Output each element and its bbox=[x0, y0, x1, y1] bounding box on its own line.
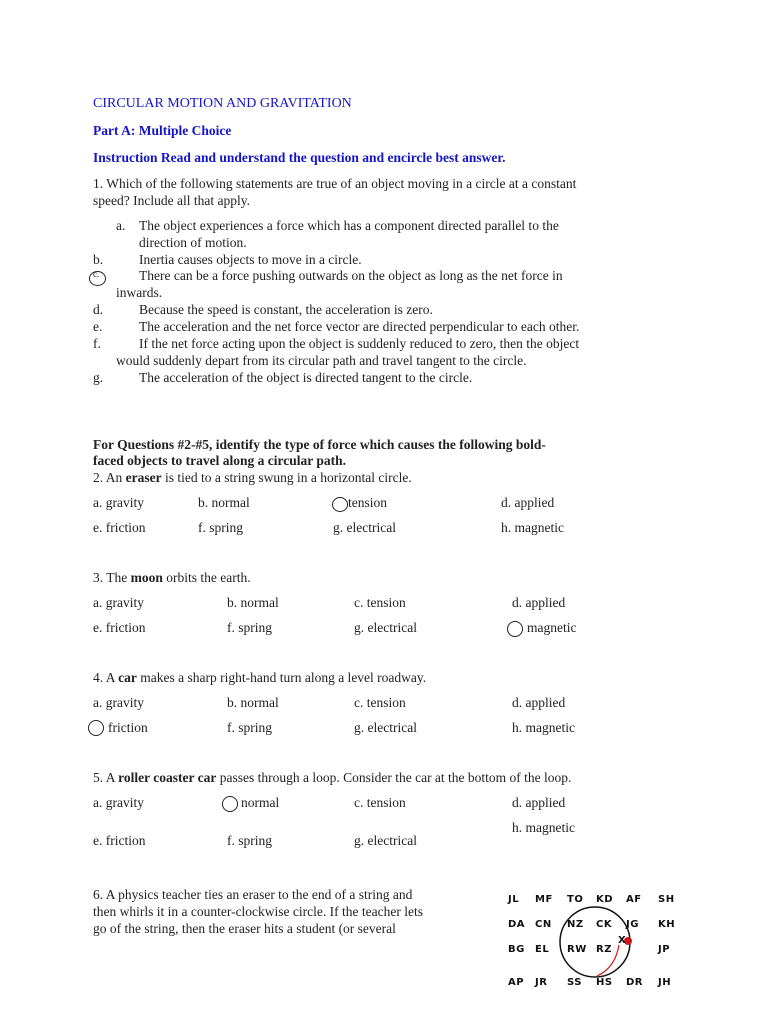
seat-label: AF bbox=[626, 894, 642, 905]
q3-choice-a: a. gravity bbox=[93, 595, 144, 610]
q3-stem: 3. The moon orbits the earth. bbox=[93, 570, 251, 585]
seat-label: BG bbox=[508, 944, 525, 955]
q5-choice-a: a. gravity bbox=[93, 795, 144, 810]
q1-option-a-line1: The object experiences a force which has a component directed parallel to the bbox=[139, 218, 559, 233]
seat-label: RW bbox=[567, 944, 587, 955]
q1-option-a-line2: direction of motion. bbox=[139, 235, 247, 250]
q1-stem-line1: 1. Which of the following statements are true of an object moving in a circle at a constant bbox=[93, 176, 577, 191]
q2-choice-h: h. magnetic bbox=[501, 520, 564, 535]
q1-option-g: The acceleration of the object is directed tangent to the circle. bbox=[139, 370, 473, 385]
q1-option-b: Inertia causes objects to move in a circle. bbox=[139, 252, 362, 267]
q3-choice-d: d. applied bbox=[512, 595, 566, 610]
answer-circle-mark bbox=[507, 621, 523, 637]
q4-choice-a: a. gravity bbox=[93, 695, 144, 710]
group-intro-line1: For Questions #2-#5, identify the type of force which causes the following bold- bbox=[93, 437, 546, 452]
answer-circle-mark bbox=[332, 497, 348, 512]
seat-label: NZ bbox=[567, 919, 584, 930]
q3-choice-h: magnetic bbox=[527, 620, 577, 635]
seat-label: JG bbox=[626, 919, 639, 930]
seat-label: CN bbox=[535, 919, 552, 930]
seat-label: JH bbox=[658, 977, 672, 988]
q1-option-b-letter: b. bbox=[93, 252, 104, 267]
seat-label: CK bbox=[596, 919, 613, 930]
q5-choice-c: c. tension bbox=[354, 795, 406, 810]
q2-choice-c: tension bbox=[348, 495, 387, 510]
q1-option-g-letter: g. bbox=[93, 370, 104, 385]
seat-label: EL bbox=[535, 944, 550, 955]
q3-choice-g: g. electrical bbox=[354, 620, 417, 635]
seat-label: RZ bbox=[596, 944, 612, 955]
seat-label: DR bbox=[626, 977, 644, 988]
q1-option-a-letter: a. bbox=[116, 218, 126, 233]
seat-label: MF bbox=[535, 894, 553, 905]
q1-option-f-line1: If the net force acting upon the object is suddenly reduced to zero, then the object bbox=[139, 336, 580, 351]
seat-label: JR bbox=[535, 977, 548, 988]
q4-choice-f: f. spring bbox=[227, 720, 272, 735]
q1-option-e-letter: e. bbox=[93, 319, 103, 334]
part-a-heading: Part A: Multiple Choice bbox=[93, 123, 232, 138]
seat-label: HS bbox=[596, 977, 613, 988]
seat-label: SH bbox=[658, 894, 675, 905]
q3-choice-e: e. friction bbox=[93, 620, 146, 635]
q5-choice-d: d. applied bbox=[512, 795, 566, 810]
q1-option-c-letter: c. bbox=[93, 269, 100, 279]
q4-choice-c: c. tension bbox=[354, 695, 406, 710]
answer-circle-mark bbox=[222, 796, 238, 812]
q1-stem-line2: speed? Include all that apply. bbox=[93, 193, 250, 208]
q4-choice-d: d. applied bbox=[512, 695, 566, 710]
q2-choice-f: f. spring bbox=[198, 520, 243, 535]
q4-choice-g: g. electrical bbox=[354, 720, 417, 735]
q2-choice-e: e. friction bbox=[93, 520, 146, 535]
q6-stem-line2: then whirls it in a counter-clockwise circle. If the teacher lets bbox=[93, 904, 423, 919]
seat-label: AP bbox=[508, 977, 525, 988]
answer-circle-mark bbox=[89, 271, 106, 286]
q6-stem-line1: 6. A physics teacher ties an eraser to the end of a string and bbox=[93, 887, 413, 902]
q4-choice-h: h. magnetic bbox=[512, 720, 575, 735]
release-marker: X bbox=[618, 935, 627, 946]
seat-label: DA bbox=[508, 919, 526, 930]
q4-stem: 4. A car makes a sharp right-hand turn along a level roadway. bbox=[93, 670, 427, 685]
q3-choice-b: b. normal bbox=[227, 595, 279, 610]
q5-choice-h: h. magnetic bbox=[512, 820, 575, 835]
q5-choice-e: e. friction bbox=[93, 833, 146, 848]
seat-label: JL bbox=[508, 894, 520, 905]
q4-choice-b: b. normal bbox=[227, 695, 279, 710]
seat-label: SS bbox=[567, 977, 582, 988]
q1-option-f-letter: f. bbox=[93, 336, 101, 351]
answer-circle-mark bbox=[88, 720, 104, 736]
q2-stem: 2. An eraser is tied to a string swung in a horizontal circle. bbox=[93, 470, 412, 485]
seat-label: KD bbox=[596, 894, 614, 905]
q1-option-d-letter: d. bbox=[93, 302, 104, 317]
q2-choice-a: a. gravity bbox=[93, 495, 144, 510]
q5-stem: 5. A roller coaster car passes through a loop. Consider the car at the bottom of the loop. bbox=[93, 770, 572, 785]
q2-choice-g: g. electrical bbox=[333, 520, 396, 535]
seat-label: JP bbox=[658, 944, 671, 955]
q2-choice-b: b. normal bbox=[198, 495, 250, 510]
document-title: CIRCULAR MOTION AND GRAVITATION bbox=[93, 96, 352, 111]
q6-stem-line3: go of the string, then the eraser hits a student (or several bbox=[93, 921, 396, 936]
group-intro-line2: faced objects to travel along a circular path. bbox=[93, 453, 346, 468]
q1-option-c-line2: inwards. bbox=[116, 285, 163, 300]
seat-label: TO bbox=[567, 894, 584, 905]
q4-choice-e: friction bbox=[108, 720, 148, 735]
q3-choice-f: f. spring bbox=[227, 620, 272, 635]
q5-choice-b: normal bbox=[241, 795, 280, 810]
q5-choice-g: g. electrical bbox=[354, 833, 417, 848]
q1-option-d: Because the speed is constant, the acceleration is zero. bbox=[139, 302, 433, 317]
q5-choice-f: f. spring bbox=[227, 833, 272, 848]
q3-choice-c: c. tension bbox=[354, 595, 406, 610]
instruction: Instruction Read and understand the question and encircle best answer. bbox=[93, 150, 506, 165]
q1-option-f-line2: would suddenly depart from its circular path and travel tangent to the circle. bbox=[116, 353, 527, 368]
q1-option-c-line1: There can be a force pushing outwards on the object as long as the net force in bbox=[139, 268, 563, 283]
q2-choice-d: d. applied bbox=[501, 495, 555, 510]
seat-label: KH bbox=[658, 919, 676, 930]
q1-option-e: The acceleration and the net force vector are directed perpendicular to each other. bbox=[139, 319, 580, 334]
